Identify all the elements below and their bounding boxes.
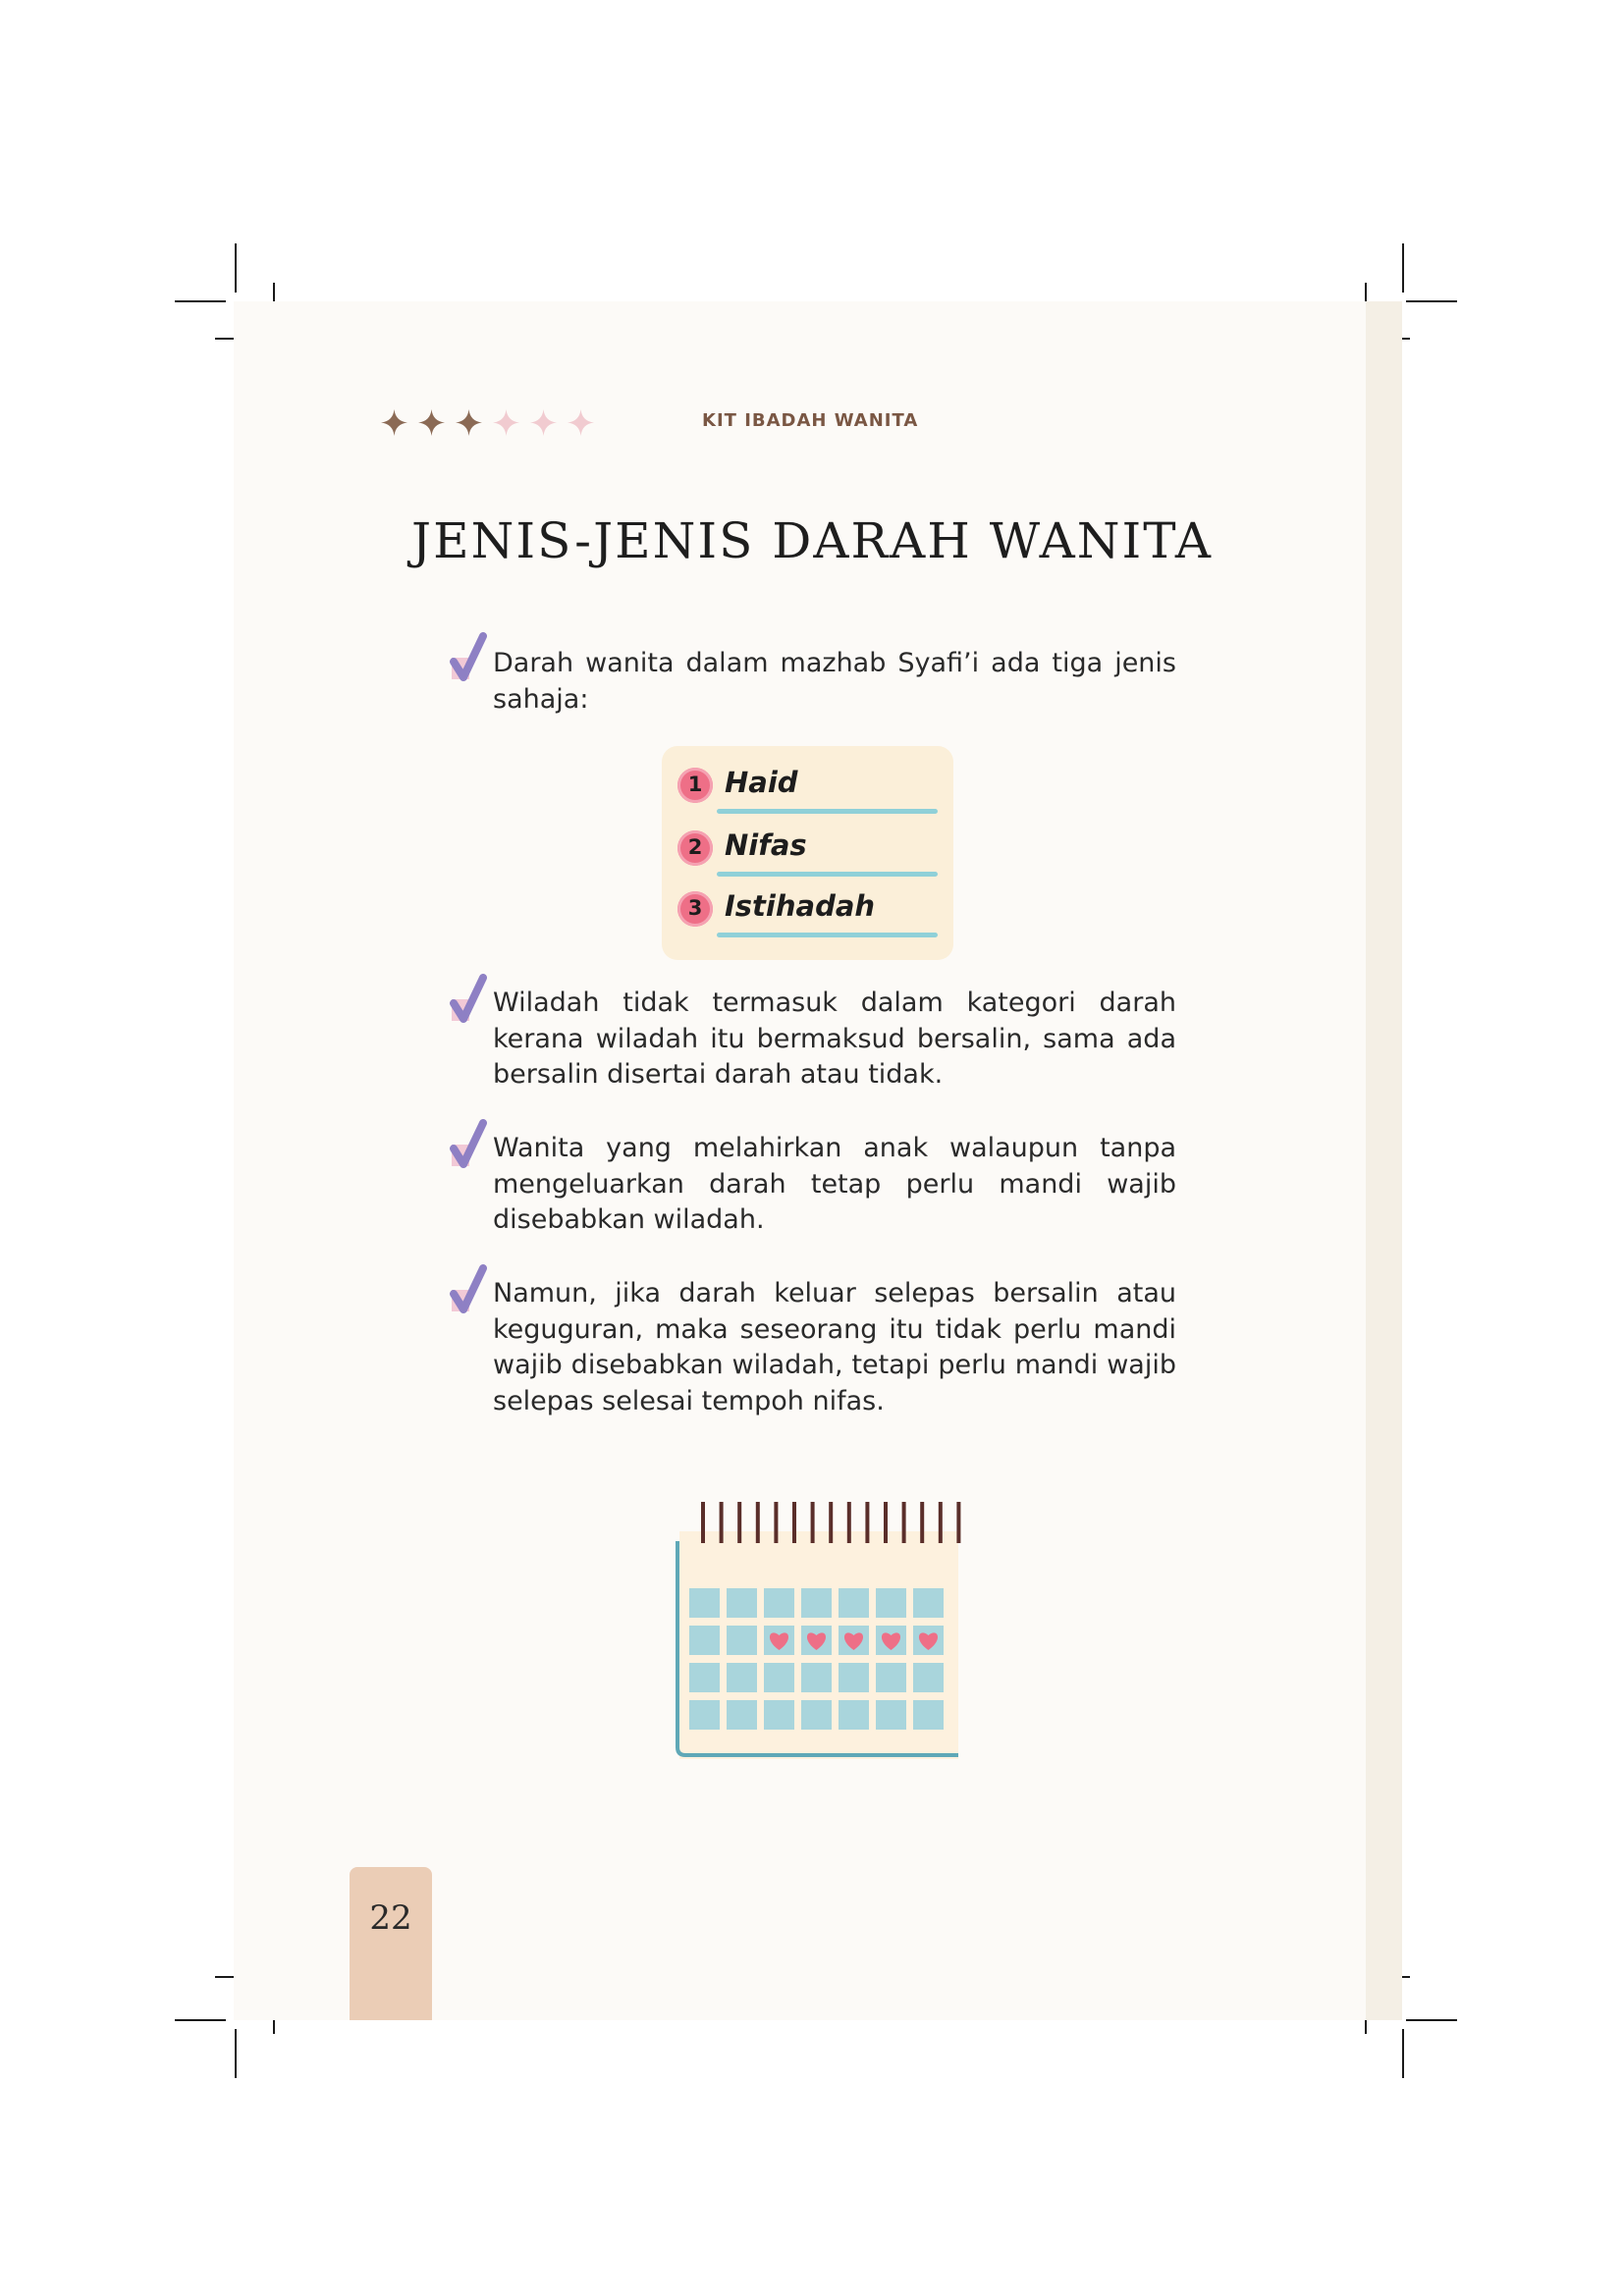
checkmark-icon: [450, 632, 493, 687]
blood-type-label: Istihadah: [725, 889, 876, 923]
calendar-day-cell: [689, 1588, 720, 1618]
calendar-day-cell: [764, 1700, 794, 1730]
page-title: JENIS-JENIS DARAH WANITA: [411, 512, 1213, 569]
calendar-day-cell: [689, 1663, 720, 1692]
calendar-binding-ring: [811, 1502, 815, 1543]
calendar-icon: [672, 1502, 966, 1767]
blood-type-label: Nifas: [725, 828, 807, 862]
sparkle-star-icon: [568, 409, 594, 436]
checkmark-icon: [450, 1264, 493, 1319]
calendar-binding-ring: [792, 1502, 796, 1543]
running-head: KIT IBADAH WANITA: [702, 410, 919, 431]
bullet-text: Wanita yang melahirkan anak walaupun tanpa mengeluarkan darah tetap perlu mandi wajib disebabkan wiladah.: [493, 1133, 1176, 1235]
list-item: [677, 754, 933, 815]
calendar-binding-ring: [701, 1502, 705, 1543]
calendar-day-cell: [913, 1663, 944, 1692]
calendar-day-cell: [801, 1663, 832, 1692]
blood-type-label: Haid: [725, 766, 798, 799]
calendar-day-cell: [839, 1588, 869, 1618]
calendar-binding-ring: [737, 1502, 741, 1543]
calendar-day-cell: [913, 1700, 944, 1730]
calendar-day-cell: [727, 1626, 757, 1655]
number-badge: 1: [677, 768, 713, 803]
list-item: [677, 878, 933, 938]
calendar-day-cell: [876, 1700, 906, 1730]
page-number-tab: [350, 1867, 432, 2020]
calendar-day-cell: [839, 1700, 869, 1730]
calendar-binding-ring: [865, 1502, 869, 1543]
calendar-day-cell: [801, 1700, 832, 1730]
crop-mark: [1406, 300, 1457, 302]
checkmark-icon: [450, 974, 493, 1029]
calendar-day-cell: [764, 1588, 794, 1618]
calendar-binding-ring: [956, 1502, 960, 1543]
calendar-day-cell: [689, 1626, 720, 1655]
divider: [717, 809, 938, 814]
bullet-item: [450, 1119, 1176, 1239]
calendar-day-cell: [727, 1700, 757, 1730]
calendar-day-cell: [876, 1663, 906, 1692]
calendar-binding-ring: [774, 1502, 778, 1543]
calendar-day-cell: [839, 1663, 869, 1692]
calendar-day-cell: [727, 1588, 757, 1618]
crop-mark: [175, 2019, 226, 2021]
calendar-binding-ring: [720, 1502, 724, 1543]
crop-mark: [1406, 2019, 1457, 2021]
number-badge: 3: [677, 891, 713, 927]
calendar-day-cell: [801, 1588, 832, 1618]
crop-mark: [235, 2029, 237, 2078]
calendar-binding-ring: [920, 1502, 924, 1543]
bullet-text: Namun, jika darah keluar selepas bersalin atau keguguran, maka seseorang itu tidak perlu mandi wajib disebabkan wiladah, tetapi perlu mandi wajib selepas selesai tempoh nifas.: [493, 1278, 1176, 1416]
bullet-text: Wiladah tidak termasuk dalam kategori darah kerana wiladah itu bermaksud bersalin, sama ada bersalin disertai darah atau tidak.: [493, 988, 1176, 1090]
divider: [717, 933, 938, 937]
calendar-day-cell: [913, 1588, 944, 1618]
sparkle-star-icon: [381, 409, 407, 436]
sparkle-star-icon: [530, 409, 557, 436]
bullet-item: [450, 974, 1176, 1094]
page-number: 22: [369, 1898, 412, 1938]
sparkle-star-icon: [418, 409, 445, 436]
calendar-day-cell: [764, 1663, 794, 1692]
calendar-binding-ring: [884, 1502, 888, 1543]
calendar-binding-ring: [847, 1502, 851, 1543]
bullet-item: [450, 1264, 1176, 1419]
sparkle-star-icon: [456, 409, 482, 436]
list-item: [677, 817, 933, 878]
calendar-day-cell: [727, 1663, 757, 1692]
calendar-binding-ring: [902, 1502, 906, 1543]
bullet-text: Darah wanita dalam mazhab Syafi’i ada tiga jenis sahaja:: [493, 648, 1176, 715]
calendar-day-cell: [689, 1700, 720, 1730]
checkmark-icon: [450, 1119, 493, 1174]
star-rating-decoration: [381, 402, 594, 442]
crop-mark: [1402, 2029, 1404, 2078]
crop-mark: [235, 243, 237, 293]
crop-mark: [1402, 243, 1404, 293]
blood-types-card: [662, 746, 953, 960]
calendar-day-cell: [876, 1588, 906, 1618]
bullet-item: [450, 632, 1176, 718]
sparkle-star-icon: [493, 409, 519, 436]
crop-mark: [175, 300, 226, 302]
calendar-binding-ring: [829, 1502, 833, 1543]
divider: [717, 872, 938, 877]
calendar-binding-ring: [939, 1502, 943, 1543]
number-badge: 2: [677, 830, 713, 866]
calendar-binding-ring: [756, 1502, 760, 1543]
